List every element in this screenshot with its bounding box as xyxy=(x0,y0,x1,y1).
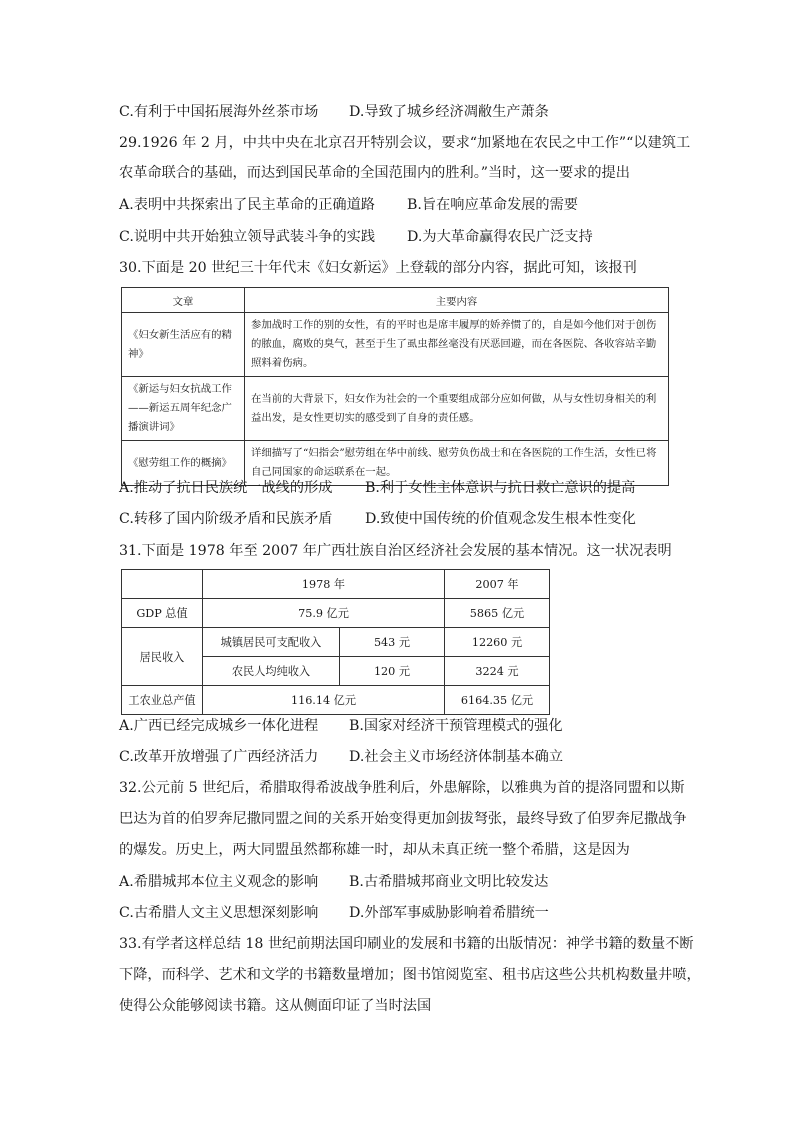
option-d: D.社会主义市场经济体制基本确立 xyxy=(349,749,564,765)
q29-options-row-2 xyxy=(119,227,679,247)
table-header-row xyxy=(122,288,669,313)
table-row xyxy=(122,599,550,628)
option-c: C.有利于中国拓展海外丝茶市场 xyxy=(119,104,319,120)
option-b: B.国家对经济干预管理模式的强化 xyxy=(349,718,563,734)
q31-table xyxy=(121,569,550,715)
q31-options-row-2 xyxy=(119,747,679,767)
q29-options-row-1 xyxy=(119,195,679,215)
row-label: GDP 总值 xyxy=(122,599,203,628)
sub-row-label: 城镇居民可支配收入 xyxy=(203,628,340,657)
year-header: 2007 年 xyxy=(445,570,550,599)
option-a: A.广西已经完成城乡一体化进程 xyxy=(119,718,319,734)
table-cell: 3224 元 xyxy=(445,657,550,686)
table-row xyxy=(122,570,550,599)
table-cell: 543 元 xyxy=(340,628,445,657)
table-cell: 6164.35 亿元 xyxy=(445,686,550,715)
option-d: D.导致了城乡经济凋敝生产萧条 xyxy=(349,104,549,120)
option-a: A.表明中共探索出了民主革命的正确道路 xyxy=(119,197,375,213)
q31-stem: 31.下面是 1978 年至 2007 年广西壮族自治区经济社会发展的基本情况。这一状况表明 xyxy=(119,543,672,559)
table-cell: 116.14 亿元 xyxy=(203,686,445,715)
table-cell: 5865 亿元 xyxy=(445,599,550,628)
sub-row-label: 农民人均纯收入 xyxy=(203,657,340,686)
q33-stem-line-1: 33.有学者这样总结 18 世纪前期法国印刷业的发展和书籍的出版情况：神学书籍的数量不断 xyxy=(119,936,694,952)
q30-options-row-1 xyxy=(119,478,679,498)
option-d: D.外部军事威胁影响着希腊统一 xyxy=(349,905,549,921)
q33-stem-line-2: 下降，而科学、艺术和文学的书籍数量增加；图书馆阅览室、租书店这些公共机构数量井喷， xyxy=(119,967,701,983)
q33-stem-line-3: 使得公众能够阅读书籍。这从侧面印证了当时法国 xyxy=(119,998,432,1014)
q30-table xyxy=(121,287,669,486)
q32-stem-line-2: 巴达为首的伯罗奔尼撒同盟之间的关系开始变得更加剑拔弩张，最终导致了伯罗奔尼撒战争 xyxy=(119,811,687,827)
article-title: 《新运与妇女抗战工作——新运五周年纪念广播演讲词》 xyxy=(122,377,245,441)
table-row xyxy=(122,686,550,715)
q31-options-row-1 xyxy=(119,716,679,736)
option-c: C.古希腊人文主义思想深刻影响 xyxy=(119,905,319,921)
option-c: C.说明中共开始独立领导武装斗争的实践 xyxy=(119,229,376,245)
article-content: 参加战时工作的别的女性，有的平时也是席丰履厚的娇养惯了的，自是如今他们对于创伤的脓血，腐败的臭气，甚至于生了虱虫都丝毫没有厌恶回避，而在各医院、各收容站辛勤照料着伤病。 xyxy=(245,313,669,377)
row-label: 工农业总产值 xyxy=(122,686,203,715)
q30-options-row-2 xyxy=(119,509,679,529)
option-c: C.转移了国内阶级矛盾和民族矛盾 xyxy=(119,511,333,527)
q30-stem: 30.下面是 20 世纪三十年代末《妇女新运》上登载的部分内容，据此可知，该报刊 xyxy=(119,260,637,276)
q29-stem-line-2: 农革命联合的基础，而达到国民革命的全国范围内的胜利。”当时，这一要求的提出 xyxy=(119,165,630,181)
table-header: 主要内容 xyxy=(245,288,669,313)
option-b: B.利于女性主体意识与抗日救亡意识的提高 xyxy=(365,480,636,496)
option-a: A.推动了抗日民族统一战线的形成 xyxy=(119,480,333,496)
option-a: A.希腊城邦本位主义观念的影响 xyxy=(119,874,319,890)
q32-options-row-2 xyxy=(119,903,679,923)
row-label: 居民收入 xyxy=(122,628,203,686)
table-row xyxy=(122,628,550,657)
q29-stem-line-1: 29.1926 年 2 月，中共中央在北京召开特别会议，要求“加紧地在农民之中工作”“以建筑工 xyxy=(119,135,691,151)
year-header: 1978 年 xyxy=(203,570,445,599)
option-d: D.致使中国传统的价值观念发生根本性变化 xyxy=(365,511,636,527)
table-header: 文章 xyxy=(122,288,245,313)
article-content: 在当前的大背景下，妇女作为社会的一个重要组成部分应如何做，从与女性切身相关的利益出发，是女性更切实的感受到了自身的责任感。 xyxy=(245,377,669,441)
table-row xyxy=(122,313,669,377)
q28-options-row-2 xyxy=(119,102,679,122)
article-title: 《慰劳组工作的概摘》 xyxy=(122,441,245,486)
table-row xyxy=(122,377,669,441)
option-c: C.改革开放增强了广西经济活力 xyxy=(119,749,319,765)
article-title: 《妇女新生活应有的精神》 xyxy=(122,313,245,377)
q32-options-row-1 xyxy=(119,872,679,892)
table-cell: 120 元 xyxy=(340,657,445,686)
option-b: B.旨在响应革命发展的需要 xyxy=(407,197,578,213)
table-cell-empty xyxy=(122,570,203,599)
option-b: B.古希腊城邦商业文明比较发达 xyxy=(349,874,549,890)
table-cell: 75.9 亿元 xyxy=(203,599,445,628)
table-cell: 12260 元 xyxy=(445,628,550,657)
q32-stem-line-1: 32.公元前 5 世纪后，希腊取得希波战争胜利后，外患解除，以雅典为首的提洛同盟和以斯 xyxy=(119,780,685,796)
option-d: D.为大革命赢得农民广泛支持 xyxy=(407,229,593,245)
q32-stem-line-3: 的爆发。历史上，两大同盟虽然都称雄一时，却从未真正统一整个希腊，这是因为 xyxy=(119,842,630,858)
article-content: 详细描写了“妇指会”慰劳组在华中前线、慰劳负伤战士和在各医院的工作生活，女性已将自己同国家的命运联系在一起。 xyxy=(245,441,669,486)
